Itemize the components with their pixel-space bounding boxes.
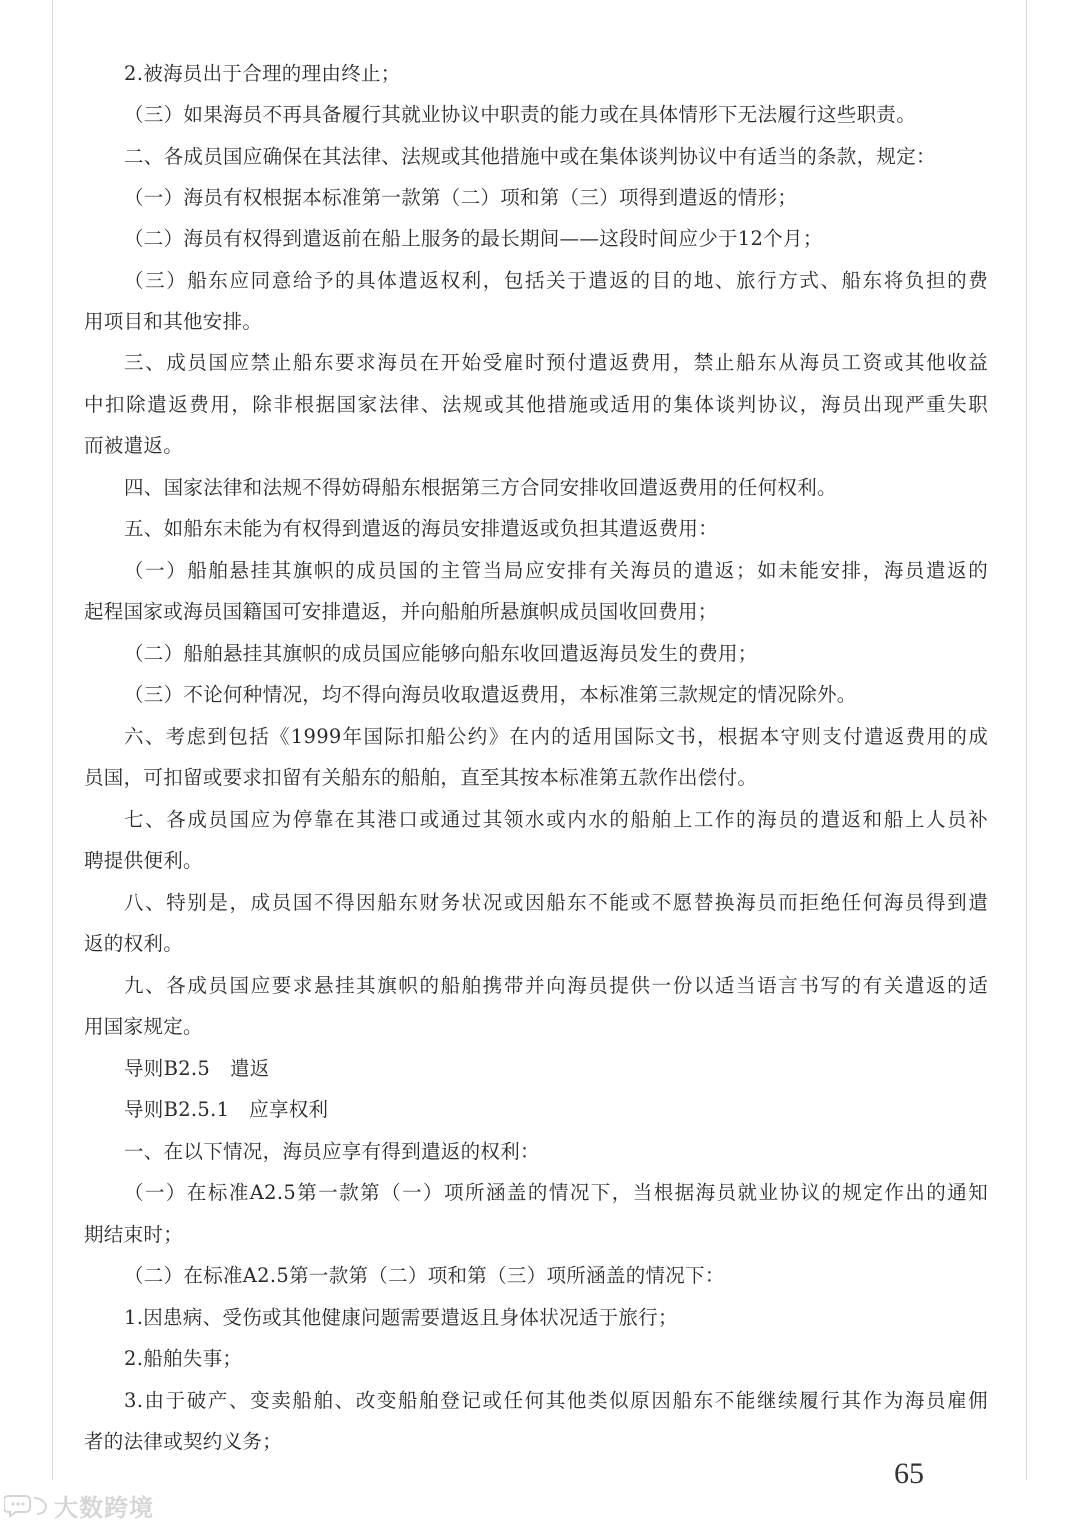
text-line: 中扣除遣返费用，除非根据国家法律、法规或其他措施或适用的集体谈判协议，海员出现严重失职	[84, 393, 988, 416]
text-line: 八、特别是，成员国不得因船东财务状况或因船东不能或不愿替换海员而拒绝任何海员得到遣	[124, 891, 988, 914]
text-line: 2.被海员出于合理的理由终止；	[124, 62, 401, 85]
text-line: （三）不论何种情况，均不得向海员收取遣返费用，本标准第三款规定的情况除外。	[124, 683, 857, 706]
speech-bubble-logo-icon	[4, 1492, 50, 1518]
text-line: 二、各成员国应确保在其法律、法规或其他措施中或在集体谈判协议中有适当的条款，规定：	[124, 145, 936, 168]
text-line: （三）如果海员不再具备履行其就业协议中职责的能力或在具体情形下无法履行这些职责。	[124, 103, 917, 126]
page-left-edge	[52, 0, 53, 1480]
text-line: 起程国家或海员国籍国可安排遣返，并向船舶所悬旗帜成员国收回费用；	[84, 600, 718, 623]
text-line: 一、在以下情况，海员应享有得到遣返的权利：	[124, 1140, 540, 1163]
watermark-text: 大数跨境	[54, 1493, 154, 1522]
text-line: 六、考虑到包括《1999年国际扣船公约》在内的适用国际文书，根据本守则支付遣返费用的成	[124, 725, 988, 748]
text-line: 五、如船东未能为有权得到遣返的海员安排遣返或负担其遣返费用：	[124, 517, 719, 540]
watermark	[4, 1490, 154, 1520]
text-line: （二）海员有权得到遣返前在船上服务的最长期间——这段时间应少于12个月；	[124, 227, 823, 250]
text-line: 返的权利。	[84, 932, 184, 955]
page-number: 65	[894, 1457, 924, 1490]
text-line: 2.船舶失事；	[124, 1347, 243, 1370]
text-line: 三、成员国应禁止船东要求海员在开始受雇时预付遣返费用，禁止船东从海员工资或其他收益	[124, 351, 988, 374]
text-line: （二）在标准A2.5第一款第（二）项和第（三）项所涵盖的情况下：	[124, 1264, 725, 1287]
text-line: （一）在标准A2.5第一款第（一）项所涵盖的情况下，当根据海员就业协议的规定作出的通知	[124, 1181, 988, 1204]
page-right-edge	[1026, 0, 1027, 1480]
text-line: （二）船舶悬挂其旗帜的成员国应能够向船东收回遣返海员发生的费用；	[124, 642, 758, 665]
text-line: （三）船东应同意给予的具体遣返权利，包括关于遣返的目的地、旅行方式、船东将负担的费	[124, 269, 988, 292]
text-line: 四、国家法律和法规不得妨碍船东根据第三方合同安排收回遣返费用的任何权利。	[124, 476, 837, 499]
text-line: 聘提供便利。	[84, 849, 203, 872]
text-line: 员国，可扣留或要求扣留有关船东的船舶，直至其按本标准第五款作出偿付。	[84, 766, 758, 789]
section-heading: 导则B2.5 遣返	[124, 1057, 270, 1080]
text-line: 七、各成员国应为停靠在其港口或通过其领水或内水的船舶上工作的海员的遣返和船上人员补	[124, 808, 988, 831]
text-line: （一）海员有权根据本标准第一款第（二）项和第（三）项得到遣返的情形；	[124, 186, 798, 209]
text-line: （一）船舶悬挂其旗帜的成员国的主管当局应安排有关海员的遣返；如未能安排，海员遣返的	[124, 559, 988, 582]
text-line: 期结束时；	[84, 1223, 184, 1246]
text-line: 九、各成员国应要求悬挂其旗帜的船舶携带并向海员提供一份以适当语言书写的有关遣返的适	[124, 974, 988, 997]
text-line: 者的法律或契约义务；	[84, 1430, 283, 1453]
text-line: 3.由于破产、变卖船舶、改变船舶登记或任何其他类似原因船东不能继续履行其作为海员雇佣	[124, 1389, 988, 1412]
section-heading: 导则B2.5.1 应享权利	[124, 1098, 329, 1121]
text-line: 而被遣返。	[84, 434, 184, 457]
text-line: 用国家规定。	[84, 1015, 203, 1038]
text-line: 1.因患病、受伤或其他健康问题需要遣返且身体状况适于旅行；	[124, 1306, 678, 1329]
text-line: 用项目和其他安排。	[84, 310, 263, 333]
